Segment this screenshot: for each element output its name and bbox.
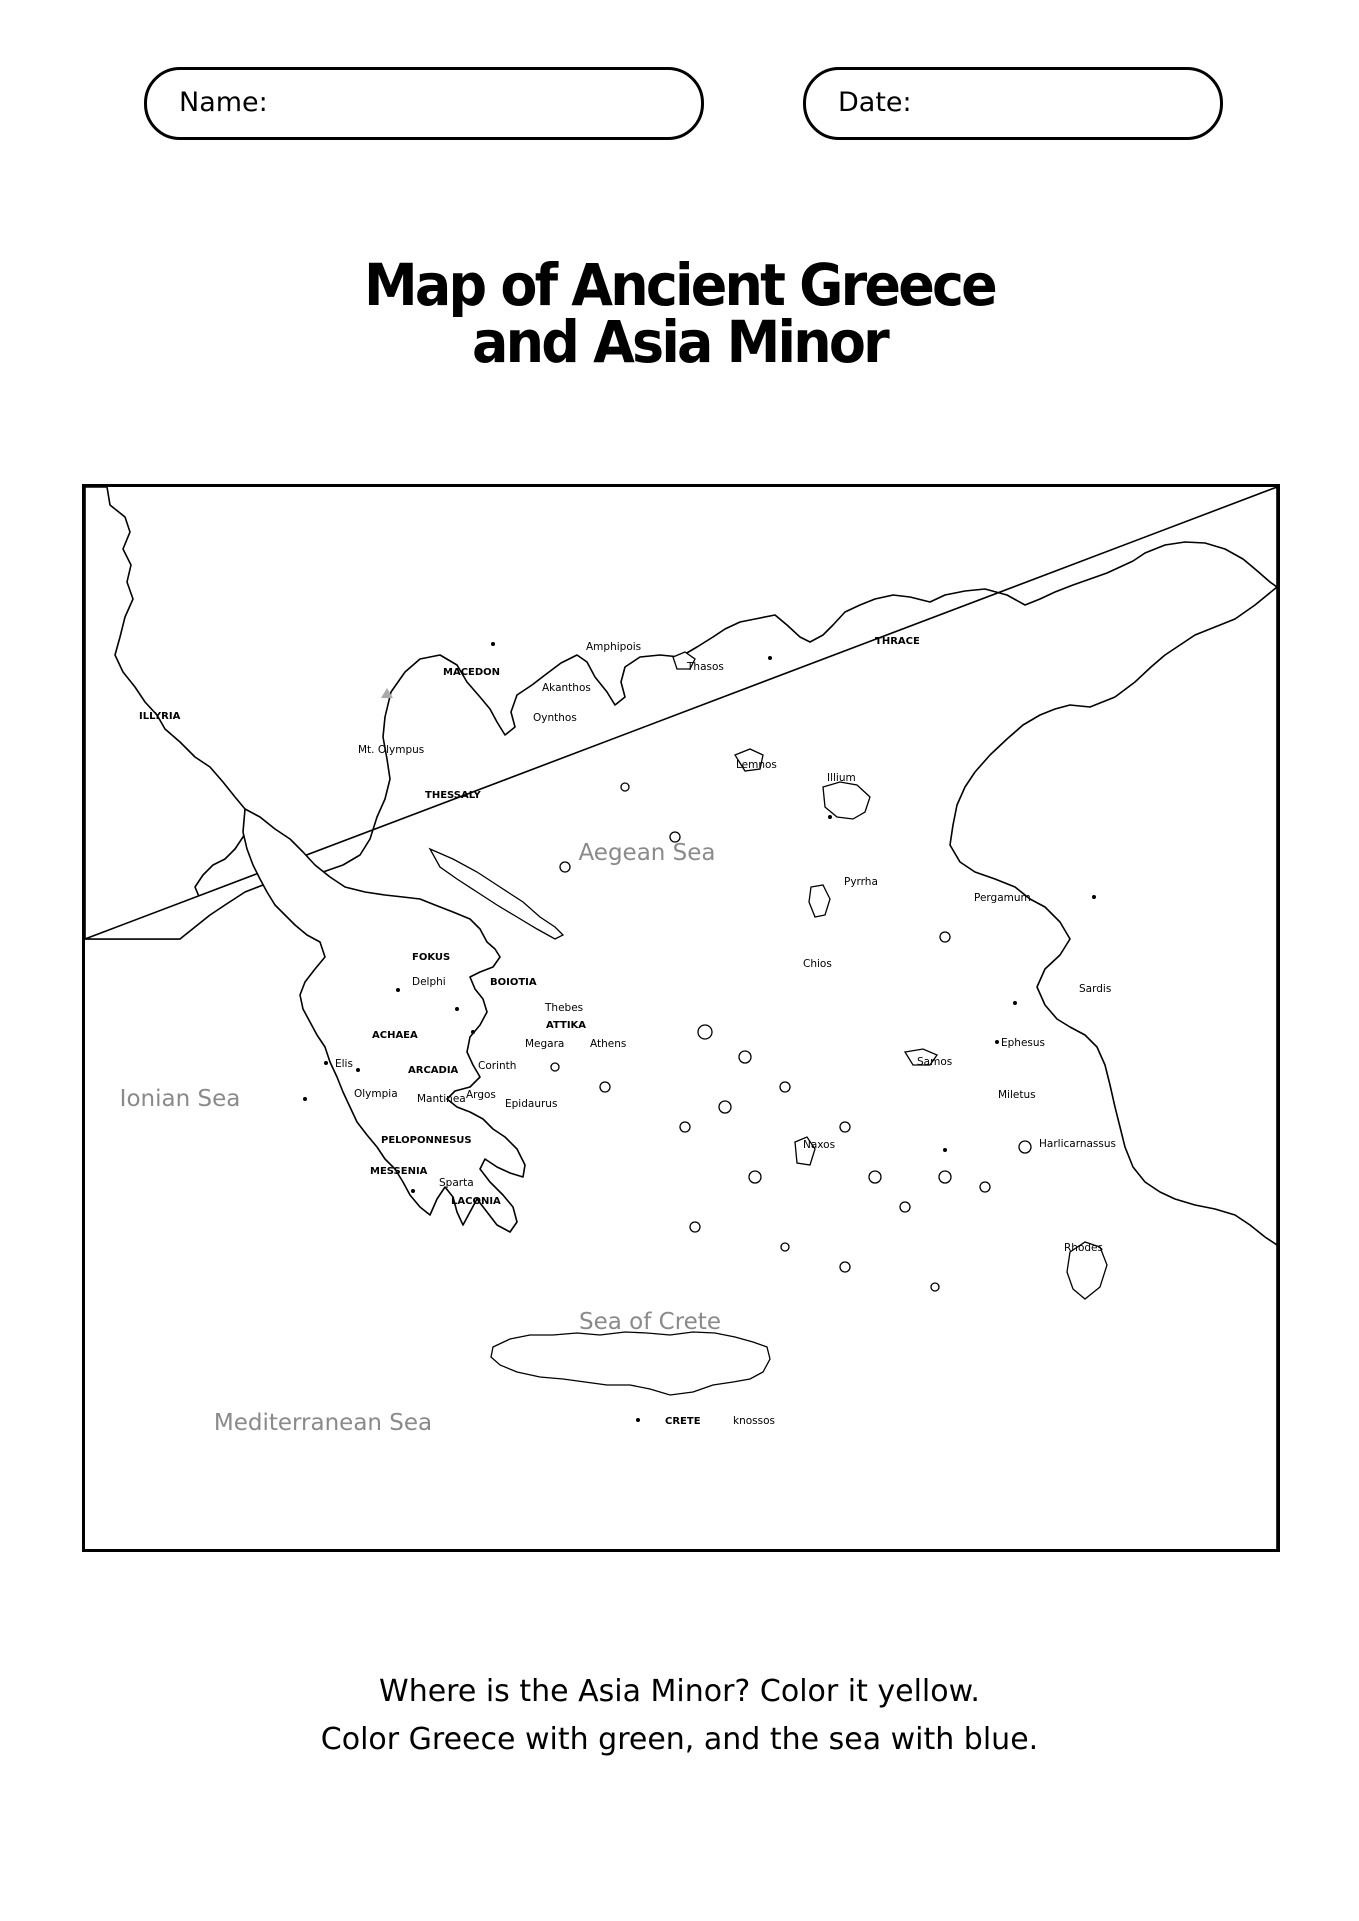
map-outline xyxy=(85,487,1277,1549)
region-label: MESSENIA xyxy=(370,1166,428,1177)
place-label: Epidaurus xyxy=(505,1098,558,1110)
place-label: Pergamum xyxy=(974,892,1031,904)
date-input[interactable] xyxy=(921,78,1192,129)
instruction-line-2: Color Greece with green, and the sea with blue. xyxy=(320,1722,1039,1757)
place-label: Megara xyxy=(525,1038,565,1050)
name-input[interactable] xyxy=(272,78,673,129)
date-label: Date: xyxy=(838,87,912,118)
aegean-sea-label: Aegean Sea xyxy=(578,840,716,866)
place-label: Samos xyxy=(917,1056,953,1068)
place-label: Oynthos xyxy=(533,712,577,724)
place-label: Sparta xyxy=(439,1177,474,1189)
region-label: ACHAEA xyxy=(372,1030,418,1041)
region-label: ARCADIA xyxy=(408,1065,459,1076)
sea-of-crete-label: Sea of Crete xyxy=(579,1309,721,1335)
region-label: MACEDON xyxy=(443,667,501,678)
place-label: Chios xyxy=(803,958,832,970)
date-field[interactable] xyxy=(803,67,1223,140)
region-label: LACONIA xyxy=(451,1196,501,1207)
place-label: Miletus xyxy=(998,1089,1036,1101)
region-label: THRACE xyxy=(875,636,920,647)
place-label: Sardis xyxy=(1079,983,1112,995)
place-label: Thasos xyxy=(687,661,724,673)
place-label: Delphi xyxy=(412,976,446,988)
place-label: Rhodes xyxy=(1064,1242,1103,1254)
region-label: ATTIKA xyxy=(546,1020,587,1031)
page-title-line-2: and Asia Minor xyxy=(472,308,887,376)
region-label: BOIOTIA xyxy=(490,977,537,988)
place-label: Mantinea xyxy=(417,1093,466,1105)
place-label: Argos xyxy=(466,1089,496,1101)
place-label: Naxos xyxy=(803,1139,836,1151)
ionian-sea-label: Ionian Sea xyxy=(119,1086,241,1112)
place-label: Ephesus xyxy=(1001,1037,1046,1049)
region-label: CRETE xyxy=(665,1416,701,1427)
lesbos-island xyxy=(823,782,870,819)
place-label: Pyrrha xyxy=(844,876,878,888)
page-title-line-1: Map of Ancient Greece xyxy=(364,251,995,319)
place-label: Elis xyxy=(335,1058,353,1070)
map-frame xyxy=(82,484,1280,1552)
place-label: Lemnos xyxy=(736,759,777,771)
place-label: Olympia xyxy=(354,1088,398,1100)
region-label: ILLYRIA xyxy=(139,711,181,722)
place-label: Corinth xyxy=(478,1060,517,1072)
place-label: Illium xyxy=(827,772,856,784)
place-label: Akanthos xyxy=(542,682,591,694)
place-label: Amphipois xyxy=(586,641,642,653)
region-label: THESSALY xyxy=(425,790,481,801)
place-label: Mt. Olympus xyxy=(358,744,425,756)
name-label: Name: xyxy=(179,87,268,118)
crete-island xyxy=(491,1332,770,1395)
region-label: PELOPONNESUS xyxy=(381,1135,472,1146)
place-label: Thebes xyxy=(545,1002,584,1014)
place-label: Harlicarnassus xyxy=(1039,1138,1116,1150)
region-label: FOKUS xyxy=(412,952,451,963)
mediterranean-sea-label: Mediterranean Sea xyxy=(213,1410,433,1436)
name-field[interactable] xyxy=(144,67,704,140)
instruction-line-1: Where is the Asia Minor? Color it yellow. xyxy=(379,1674,980,1709)
place-label: knossos xyxy=(733,1415,775,1427)
chios-island xyxy=(809,885,830,917)
place-label: Athens xyxy=(590,1038,627,1050)
